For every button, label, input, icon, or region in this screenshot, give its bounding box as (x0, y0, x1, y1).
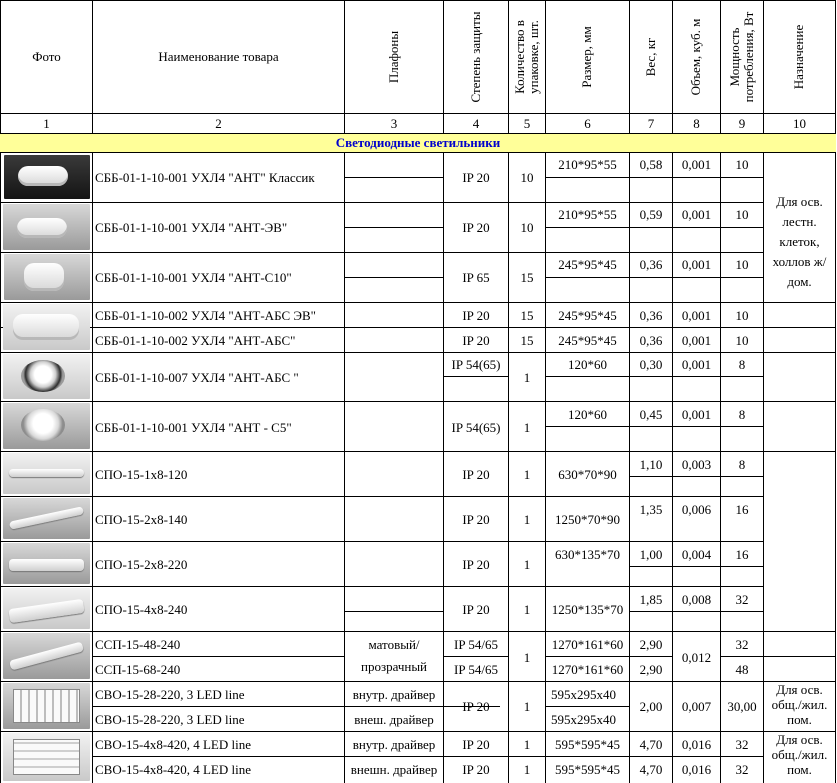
product-name: СББ-01-1-10-001 УХЛ4 "АНТ" Классик (95, 170, 315, 185)
qty-cell: 1 (523, 370, 531, 385)
power-cell: 8 (738, 357, 746, 372)
grid-line (629, 611, 763, 612)
volume-cell: 0,007 (681, 699, 712, 714)
volume-cell: 0,001 (681, 333, 712, 348)
product-name: СПО-15-2х8-140 (95, 512, 188, 527)
volume-cell: 0,008 (681, 592, 712, 607)
product-photo (3, 204, 90, 250)
product-photo (3, 354, 90, 399)
grid-line (0, 0, 836, 1)
grid-line (344, 177, 443, 178)
column-number: 8 (693, 116, 700, 131)
product-photo (3, 543, 90, 584)
power-cell: 10 (735, 157, 749, 172)
grid-line (0, 302, 836, 303)
header-power: Мощность потребления, Вт (727, 11, 756, 103)
qty-cell: 10 (520, 220, 534, 235)
grid-line (92, 706, 500, 707)
column-number: 6 (584, 116, 591, 131)
weight-cell: 1,00 (639, 547, 663, 562)
qty-cell: 10 (520, 170, 534, 185)
size-cell: 595*595*45 (555, 737, 620, 752)
grid-line (0, 401, 836, 402)
product-name: СББ-01-1-10-002 УХЛ4 "АНТ-АБС" (95, 333, 296, 348)
grid-line (344, 611, 443, 612)
grid-line (720, 656, 836, 657)
grid-line (0, 352, 836, 353)
volume-cell: 0,001 (681, 357, 712, 372)
product-name: СББ-01-1-10-001 УХЛ4 "АНТ-С10" (95, 270, 292, 285)
grid-line (545, 376, 763, 377)
volume-cell: 0,012 (681, 650, 712, 665)
product-name: ССП-15-68-240 (95, 662, 181, 677)
product-name: СВО-15-28-220, 3 LED line (95, 712, 245, 727)
grid-line (443, 656, 508, 657)
column-number: 10 (793, 116, 806, 131)
grid-line (0, 451, 836, 452)
product-photo (3, 403, 90, 449)
product-photo (3, 633, 90, 679)
product-name: СПО-15-1х8-120 (95, 467, 188, 482)
header-size: Размер, мм (579, 26, 594, 88)
volume-cell: 0,006 (681, 502, 712, 517)
protection-cell: IP 20 (462, 308, 490, 323)
power-cell: 32 (735, 762, 749, 777)
power-cell: 8 (738, 407, 746, 422)
product-photo (3, 683, 90, 729)
grid-line (545, 426, 763, 427)
volume-cell: 0,001 (681, 407, 712, 422)
product-name: СББ-01-1-10-001 УХЛ4 "АНТ - С5" (95, 420, 292, 435)
protection-cell: IP 20 (462, 220, 490, 235)
weight-cell: 4,70 (639, 762, 663, 777)
protection-cell: IP 20 (462, 467, 490, 482)
header-protection: Степень защиты (468, 11, 483, 103)
grid-line (0, 327, 836, 328)
product-photo (3, 588, 90, 629)
product-photo (3, 453, 90, 494)
qty-cell: 1 (523, 699, 531, 714)
qty-cell: 1 (523, 650, 531, 665)
column-number: 2 (215, 116, 222, 131)
size-cell: 245*95*45 (558, 333, 617, 348)
protection-cell: IP 65 (462, 270, 490, 285)
product-name: СВО-15-4х8-420, 4 LED line (95, 737, 251, 752)
grid-line (545, 277, 763, 278)
volume-cell: 0,001 (681, 157, 712, 172)
grid-line (0, 496, 763, 497)
grid-line (92, 152, 93, 783)
column-number: 4 (472, 116, 480, 131)
qty-cell: 1 (523, 737, 531, 752)
size-cell: 630*135*70 (555, 547, 620, 562)
grid-line (443, 376, 508, 377)
volume-cell: 0,001 (681, 308, 712, 323)
size-cell: 245*95*45 (558, 257, 617, 272)
product-name: СВО-15-28-220, 3 LED line (95, 687, 245, 702)
size-cell: 210*95*55 (558, 207, 617, 222)
grid-line (0, 252, 763, 253)
grid-line (92, 756, 763, 757)
weight-cell: 0,58 (639, 157, 663, 172)
grid-line (344, 277, 443, 278)
grid-line (0, 152, 836, 153)
header-name: Наименование товара (158, 49, 279, 64)
grid-line (0, 731, 836, 732)
power-cell: 48 (735, 662, 749, 677)
size-cell: 120*60 (568, 407, 607, 422)
size-cell: 595*595*45 (555, 762, 620, 777)
grid-line (545, 706, 629, 707)
size-cell: 1250*70*90 (555, 512, 620, 527)
qty-cell: 1 (523, 512, 531, 527)
protection-cell: IP 54(65) (451, 420, 501, 435)
weight-cell: 0,36 (639, 257, 663, 272)
header-photo: Фото (32, 49, 61, 64)
qty-cell: 1 (523, 420, 531, 435)
power-cell: 10 (735, 333, 749, 348)
weight-cell: 2,90 (639, 662, 663, 677)
weight-cell: 4,70 (639, 737, 663, 752)
grid-line (0, 586, 763, 587)
purpose-note: Для осв. лестн. клеток, холлов ж/дом. (772, 194, 827, 289)
product-photo (3, 498, 90, 539)
size-cell: 120*60 (568, 357, 607, 372)
power-cell: 8 (738, 457, 746, 472)
product-name: СББ-01-1-10-001 УХЛ4 "АНТ-ЭВ" (95, 220, 288, 235)
grid-line (0, 202, 763, 203)
power-cell: 32 (735, 592, 749, 607)
grid-line (344, 227, 443, 228)
size-cell: 595х295х40 (551, 712, 616, 727)
column-number: 9 (738, 116, 746, 131)
qty-cell: 1 (523, 557, 531, 572)
weight-cell: 1,10 (639, 457, 663, 472)
protection-cell: IP 20 (462, 170, 490, 185)
product-photo (3, 733, 90, 781)
header-purpose: Назначение (791, 24, 806, 90)
header-qty: Количество в упаковке, шт. (512, 20, 541, 94)
column-number: 5 (523, 116, 531, 131)
shade-cell: прозрачный (360, 659, 428, 674)
grid-line (545, 177, 763, 178)
weight-cell: 0,45 (639, 407, 663, 422)
product-name: ССП-15-48-240 (95, 637, 181, 652)
power-cell: 16 (735, 547, 749, 562)
size-cell: 245*95*45 (558, 308, 617, 323)
qty-cell: 1 (523, 762, 531, 777)
grid-line (629, 476, 763, 477)
grid-line (629, 566, 763, 567)
volume-cell: 0,003 (681, 457, 712, 472)
protection-cell: IP 20 (462, 333, 490, 348)
header-volume: Объем, куб. м (688, 18, 703, 96)
power-cell: 32 (735, 737, 749, 752)
product-photo (4, 155, 90, 199)
grid-line (92, 656, 344, 657)
power-cell: 16 (735, 502, 749, 517)
volume-cell: 0,001 (681, 257, 712, 272)
shade-cell: внешн. драйвер (350, 762, 438, 777)
weight-cell: 0,36 (639, 308, 663, 323)
purpose-note: Для осв. общ./жил. пом. (771, 682, 828, 727)
weight-cell: 1,85 (639, 592, 663, 607)
shade-cell: внутр. драйвер (352, 687, 436, 702)
weight-cell: 0,30 (639, 357, 663, 372)
section-title: Светодиодные светильники (335, 135, 501, 150)
size-cell: 595х295х40 (551, 687, 616, 702)
power-cell: 10 (735, 308, 749, 323)
weight-cell: 2,90 (639, 637, 663, 652)
shade-cell: внеш. драйвер (354, 712, 434, 727)
power-cell: 10 (735, 257, 749, 272)
size-cell: 1270*161*60 (551, 662, 624, 677)
grid-line (0, 113, 836, 114)
product-photo (3, 304, 90, 350)
purpose-note: Для осв. общ./жил. пом. (771, 732, 828, 777)
product-name: СПО-15-2х8-220 (95, 557, 188, 572)
protection-cell: IP 20 (462, 602, 490, 617)
product-name: СББ-01-1-10-007 УХЛ4 "АНТ-АБС " (95, 370, 299, 385)
header-shades: Плафоны (386, 30, 401, 84)
protection-cell: IP 20 (462, 512, 490, 527)
size-cell: 1250*135*70 (551, 602, 624, 617)
protection-cell: IP 20 (462, 557, 490, 572)
shade-cell: внутр. драйвер (352, 737, 436, 752)
volume-cell: 0,004 (681, 547, 712, 562)
grid-line (835, 0, 836, 783)
protection-cell: IP 20 (462, 737, 490, 752)
weight-cell: 0,36 (639, 333, 663, 348)
header-weight: Вес, кг (643, 37, 658, 77)
grid-line (0, 681, 836, 682)
grid-line (545, 227, 763, 228)
column-number: 1 (43, 116, 50, 131)
qty-cell: 15 (520, 333, 534, 348)
protection-cell: IP 20 (462, 762, 490, 777)
protection-cell: IP 54/65 (454, 662, 498, 677)
weight-cell: 2,00 (639, 699, 663, 714)
qty-cell: 1 (523, 602, 531, 617)
product-name: СББ-01-1-10-002 УХЛ4 "АНТ-АБС ЭВ" (95, 308, 316, 323)
shade-cell: матовый/ (368, 637, 420, 652)
grid-line (0, 541, 763, 542)
size-cell: 210*95*55 (558, 157, 617, 172)
volume-cell: 0,016 (681, 762, 712, 777)
weight-cell: 0,59 (639, 207, 663, 222)
column-number: 7 (647, 116, 655, 131)
weight-cell: 1,35 (639, 502, 663, 517)
protection-cell: IP 54/65 (454, 637, 498, 652)
volume-cell: 0,016 (681, 737, 712, 752)
grid-line (0, 631, 836, 632)
grid-line (545, 656, 672, 657)
product-photo (4, 254, 90, 300)
qty-cell: 1 (523, 467, 531, 482)
volume-cell: 0,001 (681, 207, 712, 222)
size-cell: 1270*161*60 (551, 637, 624, 652)
size-cell: 630*70*90 (558, 467, 617, 482)
column-number: 3 (390, 116, 398, 131)
product-name: СПО-15-4х8-240 (95, 602, 188, 617)
qty-cell: 15 (520, 270, 534, 285)
qty-cell: 15 (520, 308, 534, 323)
protection-cell: IP 54(65) (451, 357, 501, 372)
power-cell: 30,00 (727, 699, 757, 714)
power-cell: 32 (735, 637, 749, 652)
product-name: СВО-15-4х8-420, 4 LED line (95, 762, 251, 777)
protection-cell: IP 20 (462, 699, 490, 714)
power-cell: 10 (735, 207, 749, 222)
